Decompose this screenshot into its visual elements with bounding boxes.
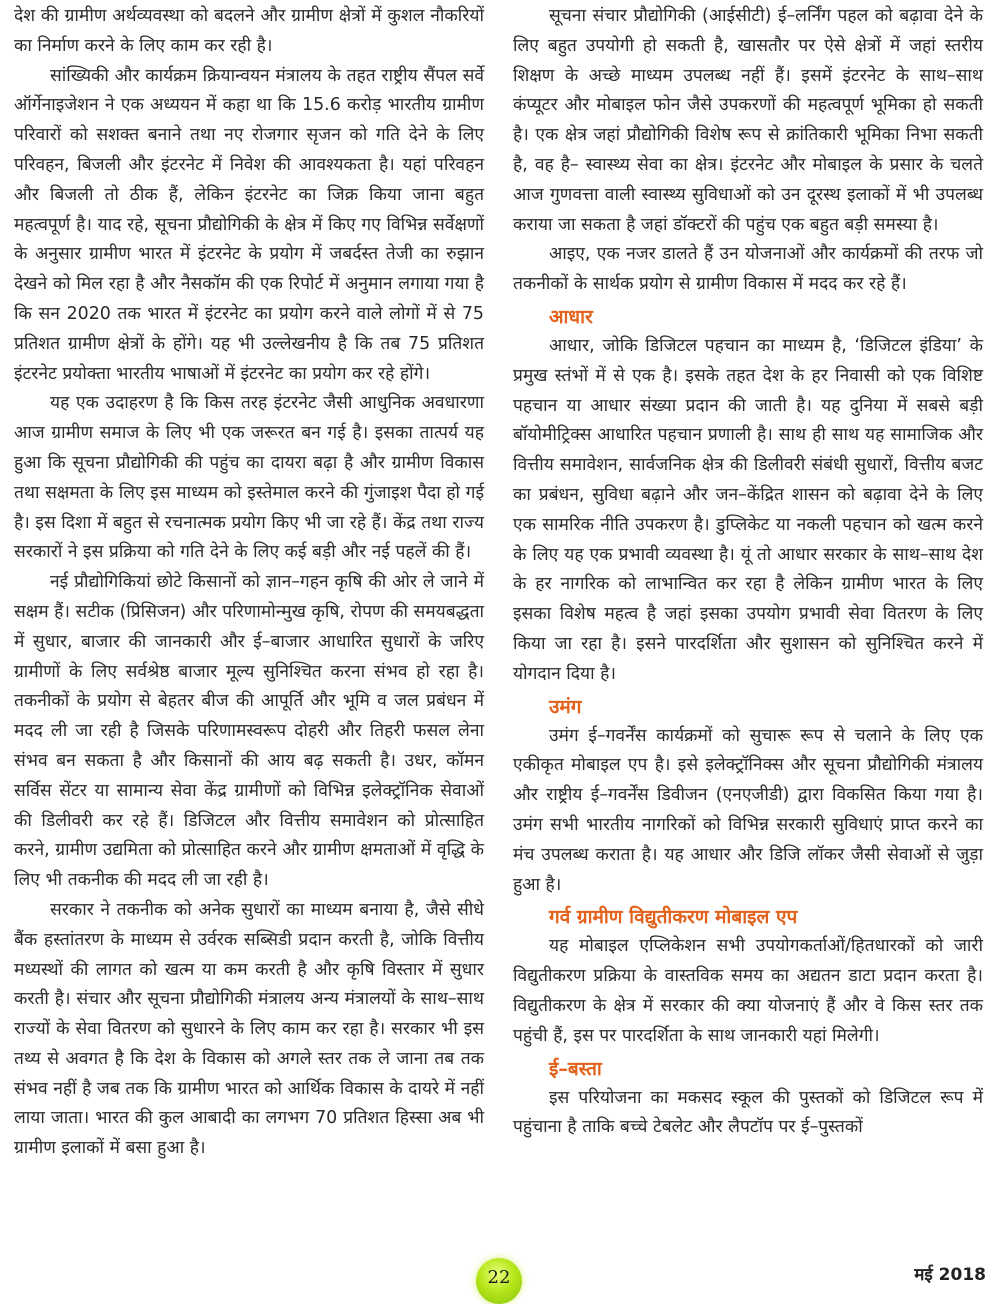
page-number-badge	[476, 1258, 522, 1304]
issue-date: मई 2018	[914, 1265, 986, 1285]
section-body-e-basta: इस परियोजना का मकसद स्कूल की पुस्तकों को डिजिटल रूप में पहुंचाना है ताकि बच्चे टेबलेट और लैपटॉप पर ई–पुस्तकों	[513, 1087, 983, 1138]
left-column	[14, 2, 484, 1164]
section-body-umang: उमंग ई–गवर्नेंस कार्यक्रमों को सुचारू रूप से चलाने के लिए एक एकीकृत मोबाइल एप है। इसे इलेक्ट्रॉनिक्स और सूचना प्रौद्योगिकी मंत्रालय और राष्ट्रीय ई–गवर्नेंस डिवीजन (एनएजीडी) द्वारा विकसित किया गया है। उमंग सभी भारतीय नागरिकों को विभिन्न सरकारी सुविधाएं प्राप्त करने का मंच उपलब्ध कराता है। यह आधार और डिजि लॉकर जैसी सेवाओं से जुड़ा हुआ है।	[513, 725, 983, 895]
section-heading-e-basta: ई–बस्ता	[549, 1057, 602, 1080]
paragraph: आइए, एक नजर डालते हैं उन योजनाओं और कार्यक्रमों की तरफ जो तकनीकों के सार्थक प्रयोग से ग्रामीण विकास में मदद कर रहे हैं।	[513, 244, 983, 295]
page-number: 22	[487, 1267, 511, 1288]
paragraph: सरकार ने तकनीक को अनेक सुधारों का माध्यम बनाया है, जैसे सीधे बैंक हस्तांतरण के माध्यम से उर्वरक सब्सिडी प्रदान करती है, जोकि वित्तीय मध्यस्थों की लागत को खत्म या कम करती है और कृषि विस्तार में सुधार करती है। संचार और सूचना प्रौद्योगिकी मंत्रालय अन्य मंत्रालयों के साथ–साथ राज्यों के सेवा वितरण को सुधारने के लिए काम कर रहा है। सरकार भी इस तथ्य से अवगत है कि देश के विकास को अगले स्तर तक ले जाना तब तक संभव नहीं है जब तक कि ग्रामीण भारत को आर्थिक विकास के दायरे में नहीं लाया जाता। भारत की कुल आबादी का लगभग 70 प्रतिशत हिस्सा अब भी ग्रामीण इलाकों में बसा हुआ है।	[14, 899, 484, 1159]
section-body-aadhaar: आधार, जोकि डिजिटल पहचान का माध्यम है, ‘डिजिटल इंडिया’ के प्रमुख स्तंभों में से एक है। इसके तहत देश के हर निवासी को एक विशिष्ट पहचान या आधार संख्या प्रदान की जाती है। यह दुनिया में सबसे बड़ी बॉयोमीट्रिक्स आधारित पहचान प्रणाली है। साथ ही साथ यह सामाजिक और वित्तीय समावेशन, सार्वजनिक क्षेत्र की डिलीवरी संबंधी सुधारों, वित्तीय बजट का प्रबंधन, सुविधा बढ़ाने और जन–केंद्रित शासन को बढ़ावा देने के लिए एक सामरिक नीति उपकरण है। डुप्लिकेट या नकली पहचान को खत्म करने के लिए यह एक प्रभावी व्यवस्था है। यूं तो आधार सरकार के साथ–साथ देश के हर नागरिक को लाभान्वित कर रहा है लेकिन ग्रामीण भारत के लिए इसका विशेष महत्व है जहां इसका उपयोग प्रभावी सेवा वितरण के लिए किया जा रहा है। इसने पारदर्शिता और सुशासन को सुनिश्चित करने में योगदान दिया है।	[513, 335, 983, 684]
section-heading-garv: गर्व ग्रामीण विद्युतीकरण मोबाइल एप	[549, 906, 798, 929]
section-heading-aadhaar: आधार	[549, 305, 593, 328]
paragraph: यह एक उदाहरण है कि किस तरह इंटरनेट जैसी आधुनिक अवधारणा आज ग्रामीण समाज के लिए भी एक जरूरत बन गई है। इसका तात्पर्य यह हुआ कि सूचना प्रौद्योगिकी की पहुंच का दायरा बढ़ा है और ग्रामीण विकास तथा सक्षमता के लिए इस माध्यम को इस्तेमाल करने की गुंजाइश पैदा हो गई है। इस दिशा में बहुत से रचनात्मक प्रयोग किए भी जा रहे हैं। केंद्र तथा राज्य सरकारों ने इस प्रक्रिया को गति देने के लिए कई बड़ी और नई पहलें की हैं।	[14, 393, 484, 563]
paragraph: सांख्यिकी और कार्यक्रम क्रियान्वयन मंत्रालय के तहत राष्ट्रीय सैंपल सर्वे ऑर्गेनाइजेशन ने एक अध्ययन में कहा था कि 15.6 करोड़ भारतीय ग्रामीण परिवारों को सशक्त बनाने तथा नए रोजगार सृजन को गति देने के लिए परिवहन, बिजली और इंटरनेट में निवेश की आवश्यकता है। यहां परिवहन और बिजली तो ठीक हैं, लेकिन इंटरनेट का जिक्र किया जाना बहुत महत्वपूर्ण है। याद रहे, सूचना प्रौद्योगिकी के क्षेत्र में किए गए विभिन्न सर्वेक्षणों के अनुसार ग्रामीण भारत में इंटरनेट के प्रयोग में जबर्दस्त तेजी का रुझान देखने को मिल रहा है और नैसकॉम की एक रिपोर्ट में अनुमान लगाया गया है कि सन 2020 तक भारत में इंटरनेट का प्रयोग करने वाले लोगों में से 75 प्रतिशत ग्रामीण क्षेत्रों के होंगे। यह भी उल्लेखनीय है कि तब 75 प्रतिशत इंटरनेट प्रयोक्ता भारतीय भाषाओं में इंटरनेट का प्रयोग कर रहे होंगे।	[14, 65, 484, 384]
right-column	[513, 2, 983, 1143]
section-heading-umang: उमंग	[549, 695, 582, 718]
paragraph: सूचना संचार प्रौद्योगिकी (आईसीटी) ई–लर्निंग पहल को बढ़ावा देने के लिए बहुत उपयोगी हो सकती है, खासतौर पर ऐसे क्षेत्रों में जहां स्तरीय शिक्षण के अच्छे माध्यम उपलब्ध नहीं हैं। इसमें इंटरनेट के साथ–साथ कंप्यूटर और मोबाइल फोन जैसे उपकरणों की महत्वपूर्ण भूमिका हो सकती है। एक क्षेत्र जहां प्रौद्योगिकी विशेष रूप से क्रांतिकारी भूमिका निभा सकती है, वह है– स्वास्थ्य सेवा का क्षेत्र। इंटरनेट और मोबाइल के प्रसार के चलते आज गुणवत्ता वाली स्वास्थ्य सुविधाओं को उन दूरस्थ इलाकों में भी उपलब्ध कराया जा सकता है जहां डॉक्टरों की पहुंच एक बहुत बड़ी समस्या है।	[513, 6, 983, 235]
paragraph: देश की ग्रामीण अर्थव्यवस्था को बदलने और ग्रामीण क्षेत्रों में कुशल नौकरियों का निर्माण करने के लिए काम कर रही है।	[14, 6, 484, 56]
section-body-garv: यह मोबाइल एप्लिकेशन सभी उपयोगकर्ताओं/हितधारकों को जारी विद्युतीकरण प्रक्रिया के वास्तविक समय का अद्यतन डाटा प्रदान करता है। विद्युतीकरण के क्षेत्र में सरकार की क्या योजनाएं हैं और वे किस स्तर तक पहुंची हैं, इस पर पारदर्शिता के साथ जानकारी यहां मिलेगी।	[513, 936, 983, 1046]
paragraph: नई प्रौद्योगिकियां छोटे किसानों को ज्ञान–गहन कृषि की ओर ले जाने में सक्षम हैं। सटीक (प्रिसिजन) और परिणामोन्मुख कृषि, रोपण की समयबद्धता में सुधार, बाजार की जानकारी और ई–बाजार आधारित सुधारों के जरिए ग्रामीणों के लिए सर्वश्रेष्ठ बाजार मूल्य सुनिश्चित करना संभव हो रहा है। तकनीकों के प्रयोग से बेहतर बीज की आपूर्ति और भूमि व जल प्रबंधन में मदद ली जा रही है जिसके परिणामस्वरूप दोहरी और तिहरी फसल लेना संभव बन सकता है और किसानों की आय बढ़ सकती है। उधर, कॉमन सर्विस सेंटर या सामान्य सेवा केंद्र ग्रामीणों को विभिन्न इलेक्ट्रॉनिक सेवाओं की डिलीवरी कर रहे हैं। डिजिटल और वित्तीय समावेशन को प्रोत्साहित करने, ग्रामीण उद्यमिता को प्रोत्साहित करने और ग्रामीण क्षमताओं में वृद्धि के लिए भी तकनीक की मदद ली जा रही है।	[14, 572, 484, 891]
